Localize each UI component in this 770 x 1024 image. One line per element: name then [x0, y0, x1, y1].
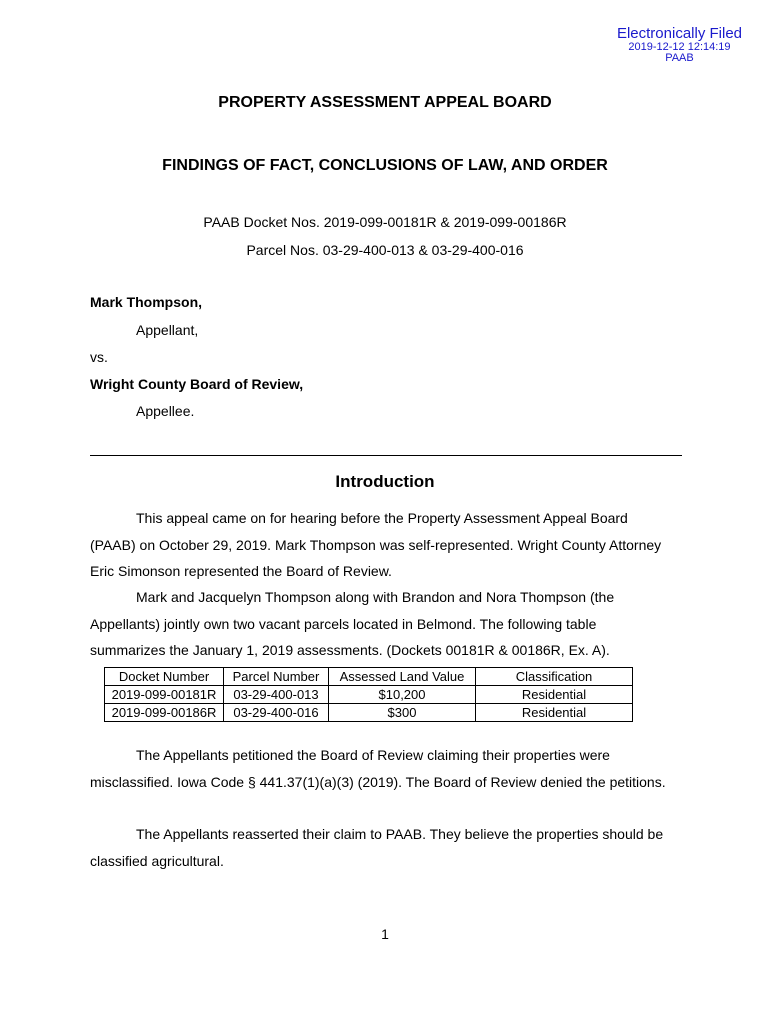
appellant-role: Appellant, [136, 322, 199, 338]
table-cell: Residential [476, 704, 633, 722]
table-cell: Residential [476, 686, 633, 704]
versus-label: vs. [90, 349, 108, 365]
assessment-table [104, 667, 633, 722]
table-cell: $10,200 [329, 686, 476, 704]
intro-paragraph-3: The Appellants petitioned the Board of Review claiming their properties were misclassified. Iowa Code § 441.37(1)(a)(3) (2019). The Board of Review denied the petitions. [90, 747, 666, 790]
intro-paragraph-1: This appeal came on for hearing before the Property Assessment Appeal Board (PAAB) on October 29, 2019. Mark Thompson was self-represented. Wright County Attorney Eric Simonson represented the Board of Review. [90, 510, 662, 579]
stamp-title: Electronically Filed [616, 25, 742, 42]
table-cell: 03-29-400-013 [224, 686, 329, 704]
table-header-cell: Docket Number [105, 668, 224, 686]
table-header-cell: Classification [476, 668, 633, 686]
appellant-name: Mark Thompson, [90, 294, 203, 310]
table-cell: 2019-099-00186R [105, 704, 224, 722]
parcel-numbers: Parcel Nos. 03-29-400-013 & 03-29-400-016 [246, 242, 524, 258]
electronic-filing-stamp [617, 26, 742, 65]
page-number: 1 [381, 926, 389, 942]
table-cell: 2019-099-00181R [105, 686, 224, 704]
intro-paragraph-2: Mark and Jacquelyn Thompson along with Brandon and Nora Thompson (the Appellants) jointly own two vacant parcels located in Belmond. The following table summarizes the January 1, 2019 assessments. (Dockets 00181R & 00186R, Ex. A). [90, 589, 615, 658]
docket-numbers: PAAB Docket Nos. 2019-099-00181R & 2019-099-00186R [203, 214, 567, 230]
table-header-row [105, 668, 633, 686]
table-cell: 03-29-400-016 [224, 704, 329, 722]
section-divider [90, 455, 682, 456]
stamp-agency: PAAB [665, 52, 694, 65]
document-title: FINDINGS OF FACT, CONCLUSIONS OF LAW, AND ORDER [162, 157, 608, 174]
intro-paragraph-4: The Appellants reasserted their claim to PAAB. They believe the properties should be classified agricultural. [90, 826, 664, 869]
table-row [105, 686, 633, 704]
appellee-role: Appellee. [136, 403, 195, 419]
introduction-heading: Introduction [335, 472, 435, 491]
stamp-datetime: 2019-12-12 12:14:19 [628, 40, 731, 53]
table-header-cell: Parcel Number [224, 668, 329, 686]
board-title: PROPERTY ASSESSMENT APPEAL BOARD [218, 94, 552, 111]
table-row [105, 704, 633, 722]
appellee-name: Wright County Board of Review, [90, 376, 304, 392]
table-cell: $300 [329, 704, 476, 722]
table-header-cell: Assessed Land Value [329, 668, 476, 686]
